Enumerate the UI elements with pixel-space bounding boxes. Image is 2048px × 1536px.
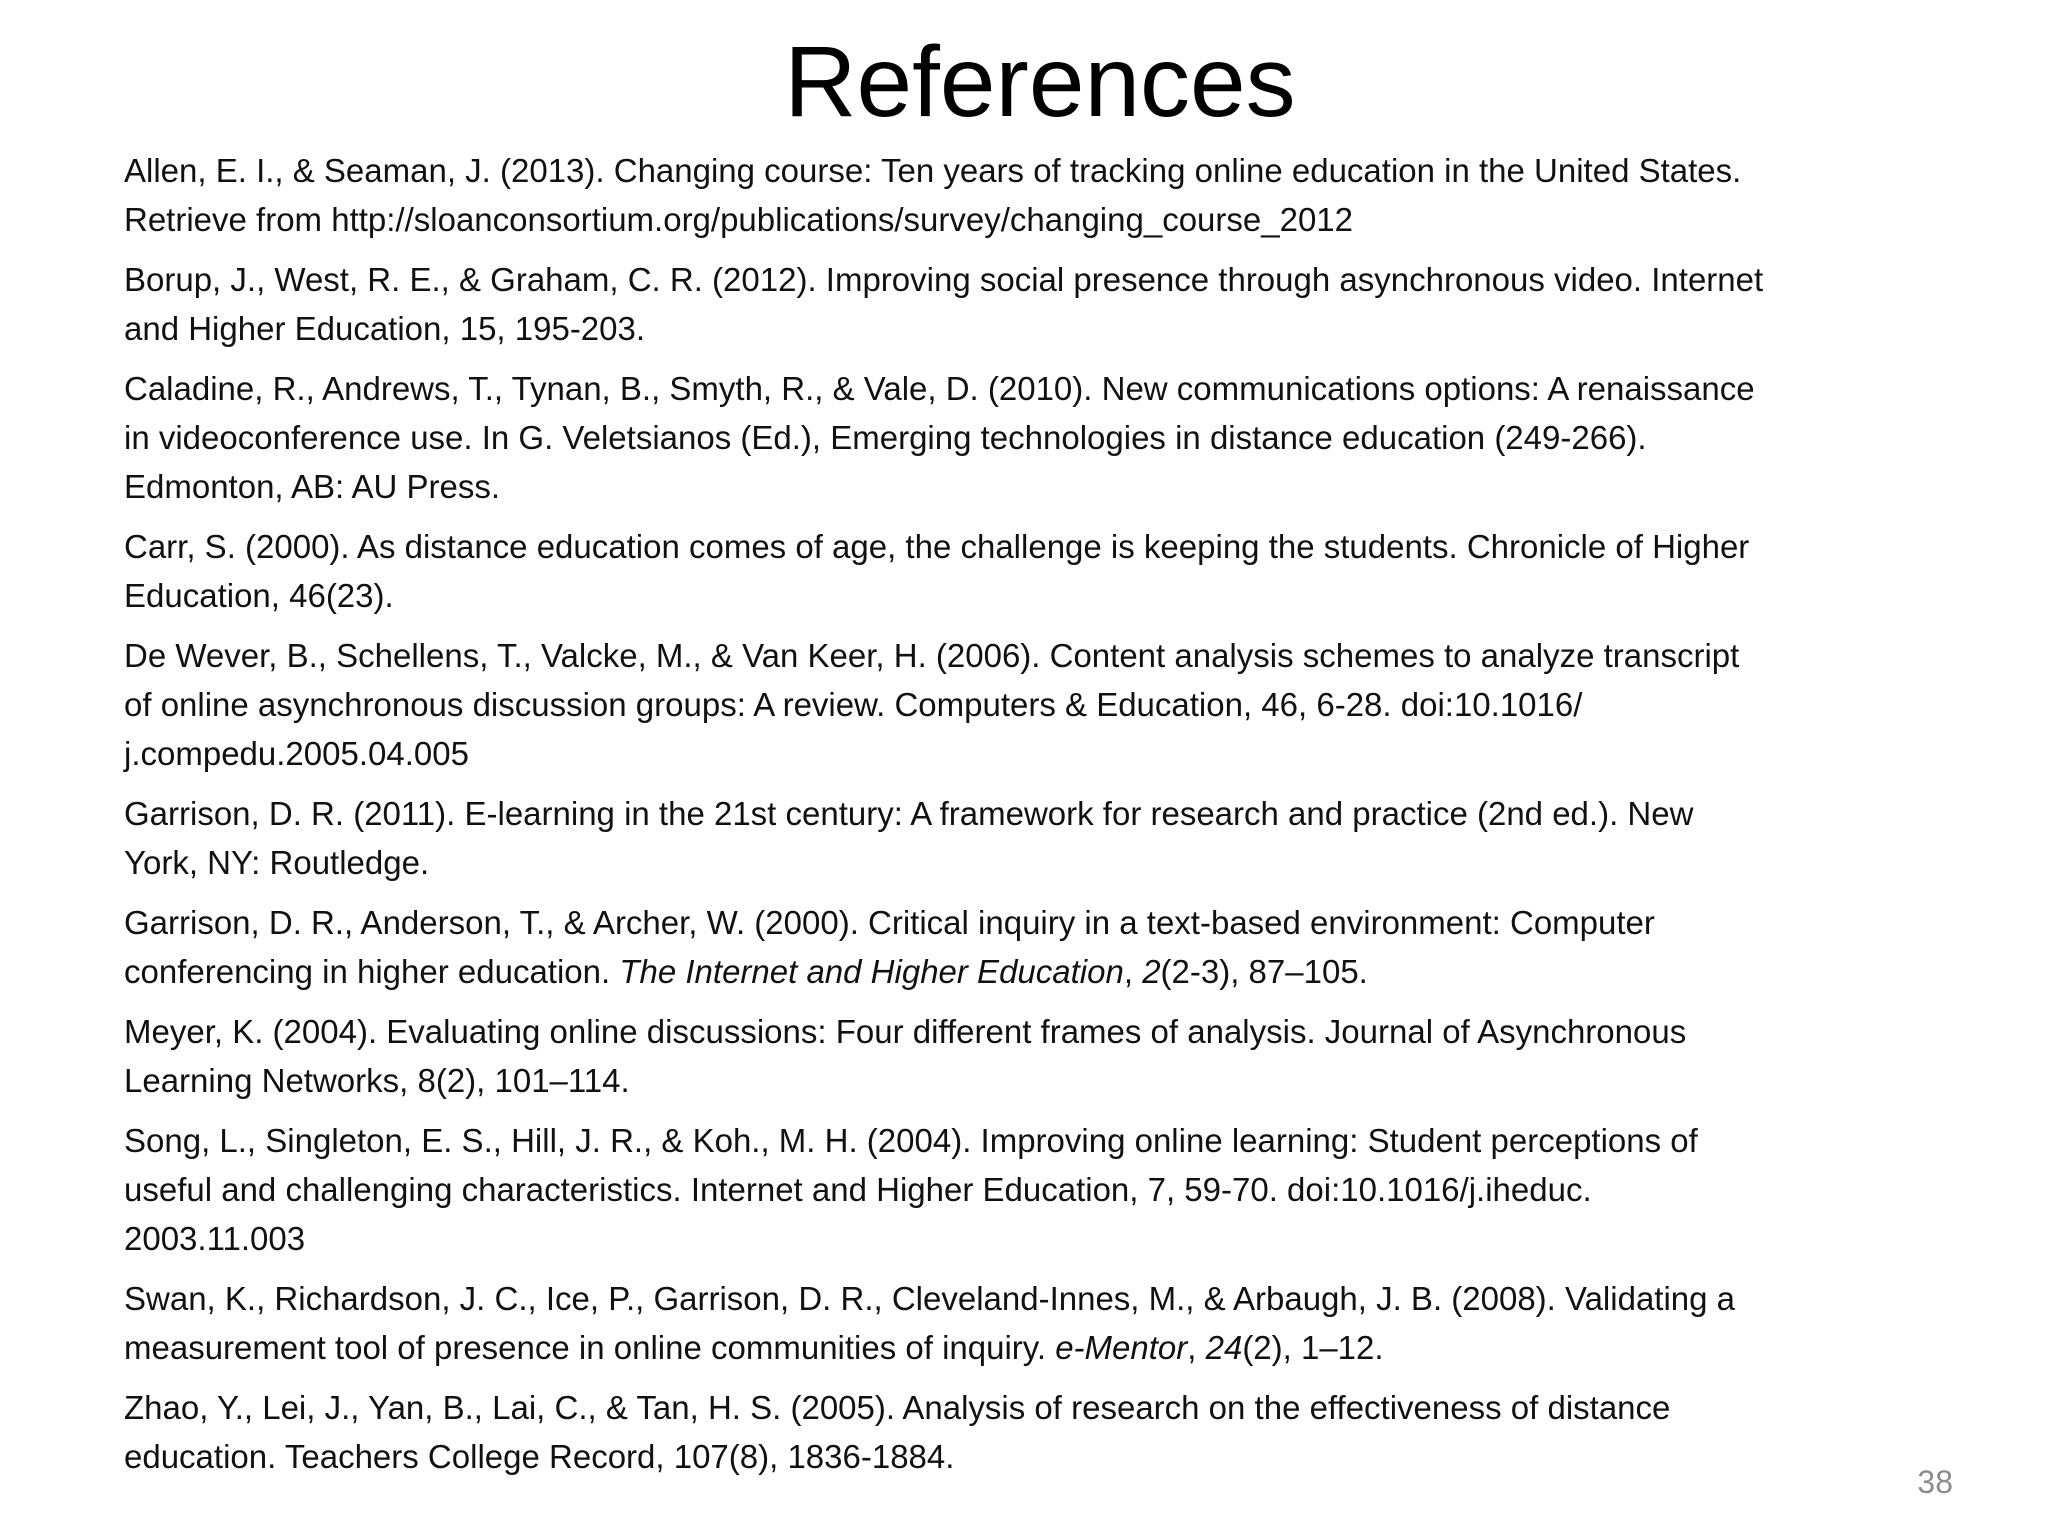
reference-swan-2008 xyxy=(124,1274,1954,1372)
reference-line: Education, 46(23). xyxy=(124,577,394,614)
page-number: 38 xyxy=(1917,1464,1953,1500)
reference-zhao-2005 xyxy=(124,1383,1954,1481)
reference-line: Swan, K., Richardson, J. C., Ice, P., Garrison, D. R., Cleveland-Innes, M., & Arbaugh, J. B. (2008). Validating a xyxy=(124,1280,1736,1317)
journal-volume: 2 xyxy=(1142,953,1161,990)
reference-allen-2013 xyxy=(124,146,1954,244)
reference-carr-2000 xyxy=(124,522,1954,620)
reference-dewever-2006 xyxy=(124,631,1954,778)
journal-volume: 24 xyxy=(1205,1329,1243,1366)
reference-line-text: (2), 1–12. xyxy=(1242,1329,1384,1366)
reference-line: York, NY: Routledge. xyxy=(124,844,430,881)
reference-line: and Higher Education, 15, 195-203. xyxy=(124,310,646,347)
journal-title: e-Mentor xyxy=(1055,1329,1188,1366)
reference-line: Zhao, Y., Lei, J., Yan, B., Lai, C., & Tan, H. S. (2005). Analysis of research on the effectiveness of distance xyxy=(124,1389,1671,1426)
reference-line-text: conferencing in higher education. xyxy=(124,953,620,990)
reference-garrison-2011 xyxy=(124,789,1954,887)
reference-line: Carr, S. (2000). As distance education comes of age, the challenge is keeping the students. Chronicle of Higher xyxy=(124,528,1750,565)
reference-line: in videoconference use. In G. Veletsianos (Ed.), Emerging technologies in distance education (249-266). xyxy=(124,419,1647,456)
reference-line: Learning Networks, 8(2), 101–114. xyxy=(124,1062,630,1099)
reference-line: Caladine, R., Andrews, T., Tynan, B., Smyth, R., & Vale, D. (2010). New communications options: A renaissance xyxy=(124,370,1755,407)
reference-line: of online asynchronous discussion groups: A review. Computers & Education, 46, 6-28. doi:10.1016/ xyxy=(124,686,1583,723)
reference-line: 2003.11.003 xyxy=(124,1220,306,1257)
reference-line: Song, L., Singleton, E. S., Hill, J. R., & Koh., M. H. (2004). Improving online learning: Student perceptions of xyxy=(124,1122,1698,1159)
reference-caladine-2010 xyxy=(124,364,1954,511)
reference-line: useful and challenging characteristics. Internet and Higher Education, 7, 59-70. doi:10.1016/j.iheduc. xyxy=(124,1171,1592,1208)
reference-separator: , xyxy=(1123,953,1143,990)
reference-garrison-2000 xyxy=(124,898,1954,996)
reference-line: j.compedu.2005.04.005 xyxy=(124,735,469,772)
reference-line: Garrison, D. R., Anderson, T., & Archer, W. (2000). Critical inquiry in a text-based environment: Computer xyxy=(124,904,1655,941)
reference-line: Allen, E. I., & Seaman, J. (2013). Changing course: Ten years of tracking online education in the United States. xyxy=(124,152,1742,189)
journal-title: The Internet and Higher Education xyxy=(619,953,1124,990)
reference-line-text: measurement tool of presence in online communities of inquiry. xyxy=(124,1329,1056,1366)
reference-line: Meyer, K. (2004). Evaluating online discussions: Four different frames of analysis. Journal of Asynchronous xyxy=(124,1013,1687,1050)
reference-line: Retrieve from http://sloanconsortium.org/publications/survey/changing_course_2012 xyxy=(124,201,1354,238)
reference-line: Garrison, D. R. (2011). E-learning in the 21st century: A framework for research and practice (2nd ed.). New xyxy=(124,795,1694,832)
reference-meyer-2004 xyxy=(124,1007,1954,1105)
reference-borup-2012 xyxy=(124,255,1954,353)
reference-song-2004 xyxy=(124,1116,1954,1263)
reference-line: education. Teachers College Record, 107(8), 1836-1884. xyxy=(124,1438,955,1475)
reference-separator: , xyxy=(1187,1329,1206,1366)
reference-line: Borup, J., West, R. E., & Graham, C. R. (2012). Improving social presence through asynchronous video. Internet xyxy=(124,261,1764,298)
reference-line: De Wever, B., Schellens, T., Valcke, M., & Van Keer, H. (2006). Content analysis schemes to analyze transcript xyxy=(124,637,1740,674)
reference-line: Edmonton, AB: AU Press. xyxy=(124,468,501,505)
slide-title: References xyxy=(784,26,1296,138)
reference-line-text: (2-3), 87–105. xyxy=(1160,953,1368,990)
reference-list xyxy=(124,146,1954,1492)
